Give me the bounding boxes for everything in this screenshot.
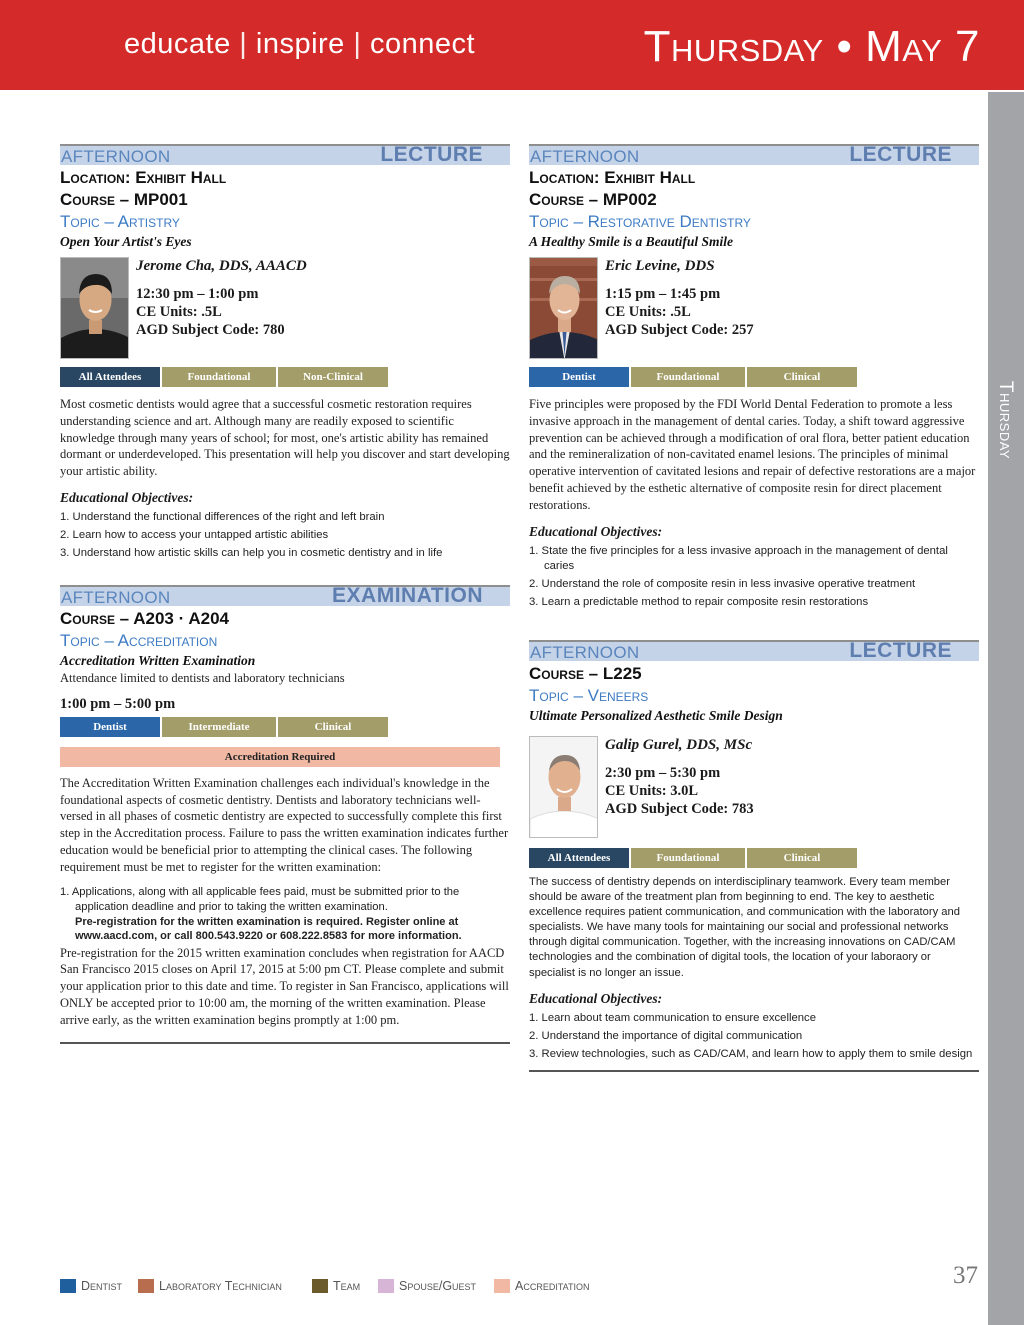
legend-swatch bbox=[312, 1279, 328, 1293]
session-course: Course – MP001 bbox=[60, 190, 188, 209]
speaker-name: Eric Levine, DDS bbox=[605, 258, 715, 274]
legend-swatch bbox=[494, 1279, 510, 1293]
legend-label: Accreditation bbox=[515, 1279, 590, 1293]
objective-item: 2. Learn how to access your untapped artistic abilities bbox=[60, 528, 329, 541]
session-time: 12:30 pm – 1:00 pm bbox=[136, 286, 259, 302]
session-description: Most cosmetic dentists would agree that a successful cosmetic restoration requires understanding science and art. Although many are readily exposed to scientific knowledge through many years of school; for most, one's artistic ability has remained dormant or underdeveloped. This presentation will help you discover and start developing your artistic ability. bbox=[60, 397, 510, 479]
tag-audience: Dentist bbox=[529, 367, 629, 387]
legend-item-spouse bbox=[378, 1279, 494, 1293]
tag-audience: Dentist bbox=[60, 717, 160, 737]
session-band bbox=[529, 640, 979, 661]
session-band bbox=[60, 144, 510, 165]
session-subtitle: Open Your Artist's Eyes bbox=[60, 234, 192, 249]
color-legend bbox=[60, 1279, 590, 1293]
session-time: 1:15 pm – 1:45 pm bbox=[605, 286, 721, 302]
session-kind: EXAMINATION bbox=[332, 584, 483, 607]
session-band bbox=[529, 144, 979, 165]
agd-code: AGD Subject Code: 780 bbox=[136, 322, 285, 338]
session-kind: LECTURE bbox=[849, 143, 952, 166]
tag-level: Intermediate bbox=[162, 717, 276, 737]
session-tags bbox=[60, 717, 510, 737]
tagline-word-inspire: inspire bbox=[255, 28, 345, 60]
tagline-separator: | bbox=[353, 28, 362, 60]
tag-type: Clinical bbox=[747, 367, 857, 387]
objectives-heading: Educational Objectives: bbox=[529, 523, 663, 539]
session-description: Five principles were proposed by the FDI World Dental Federation to promote a less invasive approach in the management of dental caries. Today, a shift toward aggressive prevention can be achieved through a modification of oral flora, better patient education and the remineralization of non-cavitated enamel lesions. The principles of minimal operative intervention of cavitated lesions and repair of defective restorations are a major benefit achieved by the esthetic alternative of composite resin for direct placement restorations. bbox=[529, 397, 976, 512]
objective-item: 1. Understand the functional differences of the right and left brain bbox=[60, 510, 385, 523]
objectives-heading: Educational Objectives: bbox=[60, 489, 194, 505]
tag-type: Non-Clinical bbox=[278, 367, 388, 387]
ce-units: CE Units: 3.0L bbox=[605, 783, 699, 799]
session-topic: Topic – Artistry bbox=[60, 212, 180, 231]
legend-label: Dentist bbox=[81, 1279, 123, 1293]
session-topic: Topic – Veneers bbox=[529, 686, 649, 705]
legend-item-lab-tech bbox=[138, 1279, 312, 1293]
speaker-block bbox=[529, 736, 979, 840]
legend-swatch bbox=[60, 1279, 76, 1293]
header-date bbox=[644, 22, 980, 72]
speaker-photo bbox=[529, 736, 598, 838]
session-description: The success of dentistry depends on interdisciplinary teamwork. Every team member should be aware of the treatment plan from beginning to end. The key to aesthetic excellence requires patient communication, and communication with the laboratory and specialists. We have many tools for maintaining our social and professional networks through digital communication. Together, with the increasing innovations on CAD/CAM technologies and the combination of digital tools, the location of your laboraory or specialist is no longer an issue. bbox=[529, 876, 960, 979]
legend-swatch bbox=[138, 1279, 154, 1293]
header-bullet: • bbox=[836, 22, 853, 71]
session-topic: Topic – Restorative Dentistry bbox=[529, 212, 751, 231]
legend-label: Team bbox=[333, 1279, 361, 1293]
sidebar-day-label: Thursday bbox=[995, 380, 1016, 460]
tagline-separator: | bbox=[239, 28, 248, 60]
tag-level: Foundational bbox=[631, 367, 745, 387]
session-band bbox=[60, 585, 510, 606]
session-course: Course – MP002 bbox=[529, 190, 657, 209]
session-a203 bbox=[60, 585, 510, 1044]
session-time: 1:00 pm – 5:00 pm bbox=[60, 695, 176, 712]
legend-item-dentist bbox=[60, 1279, 138, 1293]
session-period: AFTERNOON bbox=[61, 588, 171, 607]
legend-label: Laboratory Technician bbox=[159, 1279, 282, 1293]
session-tags bbox=[529, 367, 979, 387]
requirement-item: 1. Applications, along with all applicable fees paid, must be submitted prior to the application deadline and prior to taking the written examination. bbox=[60, 885, 460, 913]
objective-item: 3. Review technologies, such as CAD/CAM, and learn how to apply them to smile design bbox=[529, 1047, 973, 1060]
speaker-info bbox=[605, 255, 754, 339]
session-topic: Topic – Accreditation bbox=[60, 631, 218, 650]
legend-item-accreditation bbox=[494, 1279, 590, 1293]
session-period: AFTERNOON bbox=[530, 643, 640, 662]
header-tagline bbox=[124, 28, 475, 61]
tagline-word-connect: connect bbox=[369, 28, 476, 60]
session-kind: LECTURE bbox=[849, 639, 952, 662]
session-period: AFTERNOON bbox=[530, 147, 640, 166]
speaker-photo bbox=[60, 257, 129, 359]
tag-type: Clinical bbox=[747, 848, 857, 868]
session-subtitle: Accreditation Written Examination bbox=[60, 653, 256, 668]
legend-label: Spouse/Guest bbox=[399, 1279, 477, 1293]
tag-level: Foundational bbox=[631, 848, 745, 868]
objective-item: 3. Understand how artistic skills can help you in cosmetic dentistry and in life bbox=[60, 546, 443, 559]
session-l225 bbox=[529, 640, 979, 1072]
speaker-name: Galip Gurel, DDS, MSc bbox=[605, 737, 753, 753]
objective-item: 2. Understand the importance of digital communication bbox=[529, 1029, 803, 1042]
preregistration-note: Pre-registration for the written examination is required. Register online at www.aacd.com, or call 800.543.9220 or 608.222.8583 for more information. bbox=[75, 915, 462, 943]
session-time: 2:30 pm – 5:30 pm bbox=[605, 765, 721, 781]
speaker-name: Jerome Cha, DDS, AAACD bbox=[136, 258, 307, 274]
page-number: 37 bbox=[953, 1262, 978, 1289]
session-course: Course – L225 bbox=[529, 664, 642, 683]
tag-audience: All Attendees bbox=[60, 367, 160, 387]
session-mp002 bbox=[529, 144, 979, 610]
speaker-block bbox=[529, 257, 979, 361]
ce-units: CE Units: .5L bbox=[136, 304, 222, 320]
objective-item: 2. Understand the role of composite resin in less invasive operative treatment bbox=[529, 577, 916, 590]
session-subtitle: Ultimate Personalized Aesthetic Smile Design bbox=[529, 708, 783, 723]
session-tags bbox=[60, 367, 510, 387]
column-rule bbox=[529, 1070, 979, 1072]
speaker-info bbox=[605, 734, 754, 818]
objectives-heading: Educational Objectives: bbox=[529, 990, 663, 1006]
tag-type: Clinical bbox=[278, 717, 388, 737]
session-period: AFTERNOON bbox=[61, 147, 171, 166]
requirement-badge: Accreditation Required bbox=[60, 747, 500, 767]
session-kind: LECTURE bbox=[380, 143, 483, 166]
objective-item: 3. Learn a predictable method to repair composite resin restorations bbox=[529, 595, 869, 608]
session-subtitle: A Healthy Smile is a Beautiful Smile bbox=[529, 234, 734, 249]
ce-units: CE Units: .5L bbox=[605, 304, 691, 320]
tag-level: Foundational bbox=[162, 367, 276, 387]
objective-item: 1. Learn about team communication to ensure excellence bbox=[529, 1011, 816, 1024]
legend-item-team bbox=[312, 1279, 378, 1293]
header-day: Thursday bbox=[643, 22, 824, 71]
session-location: Location: Exhibit Hall bbox=[60, 168, 227, 187]
agd-code: AGD Subject Code: 783 bbox=[605, 801, 754, 817]
agd-code: AGD Subject Code: 257 bbox=[605, 322, 754, 338]
session-note: Attendance limited to dentists and laboratory technicians bbox=[60, 671, 345, 685]
tag-audience: All Attendees bbox=[529, 848, 629, 868]
session-course: Course – A203 · A204 bbox=[60, 609, 229, 628]
session-mp001 bbox=[60, 144, 510, 561]
session-description: The Accreditation Written Examination challenges each individual's knowledge in the foundational aspects of cosmetic dentistry. Dentists and laboratory technicians well-versed in all phases of cosmetic dentistry are expected to successfully complete this first step in the Accreditation process. Failure to pass the written examination indicates further education would be beneficial prior to attempting the clinical cases. The following requirement must be met to register for the written examination: bbox=[60, 775, 509, 874]
closing-paragraph: Pre-registration for the 2015 written examination concludes when registration for AACD San Francisco 2015 closes on April 17, 2015 at 5:00 pm CT. Please complete and submit your application prior to this date and time. To register in San Francisco, applications will ONLY be accepted prior to 10:00 am, the morning of the written examination. Please arrive early, as the written examination begins promptly at 1:00 pm. bbox=[60, 945, 509, 1027]
speaker-photo bbox=[529, 257, 598, 359]
session-tags bbox=[529, 848, 979, 868]
session-location: Location: Exhibit Hall bbox=[529, 168, 696, 187]
tagline-word-educate: educate bbox=[124, 28, 231, 60]
header-date-text: May 7 bbox=[865, 22, 980, 71]
column-rule bbox=[60, 1042, 510, 1044]
sidebar-tab bbox=[988, 92, 1024, 1325]
speaker-info bbox=[136, 255, 307, 339]
objective-item: 1. State the five principles for a less invasive approach in the management of dental caries bbox=[529, 544, 948, 572]
legend-swatch bbox=[378, 1279, 394, 1293]
speaker-block bbox=[60, 257, 510, 361]
